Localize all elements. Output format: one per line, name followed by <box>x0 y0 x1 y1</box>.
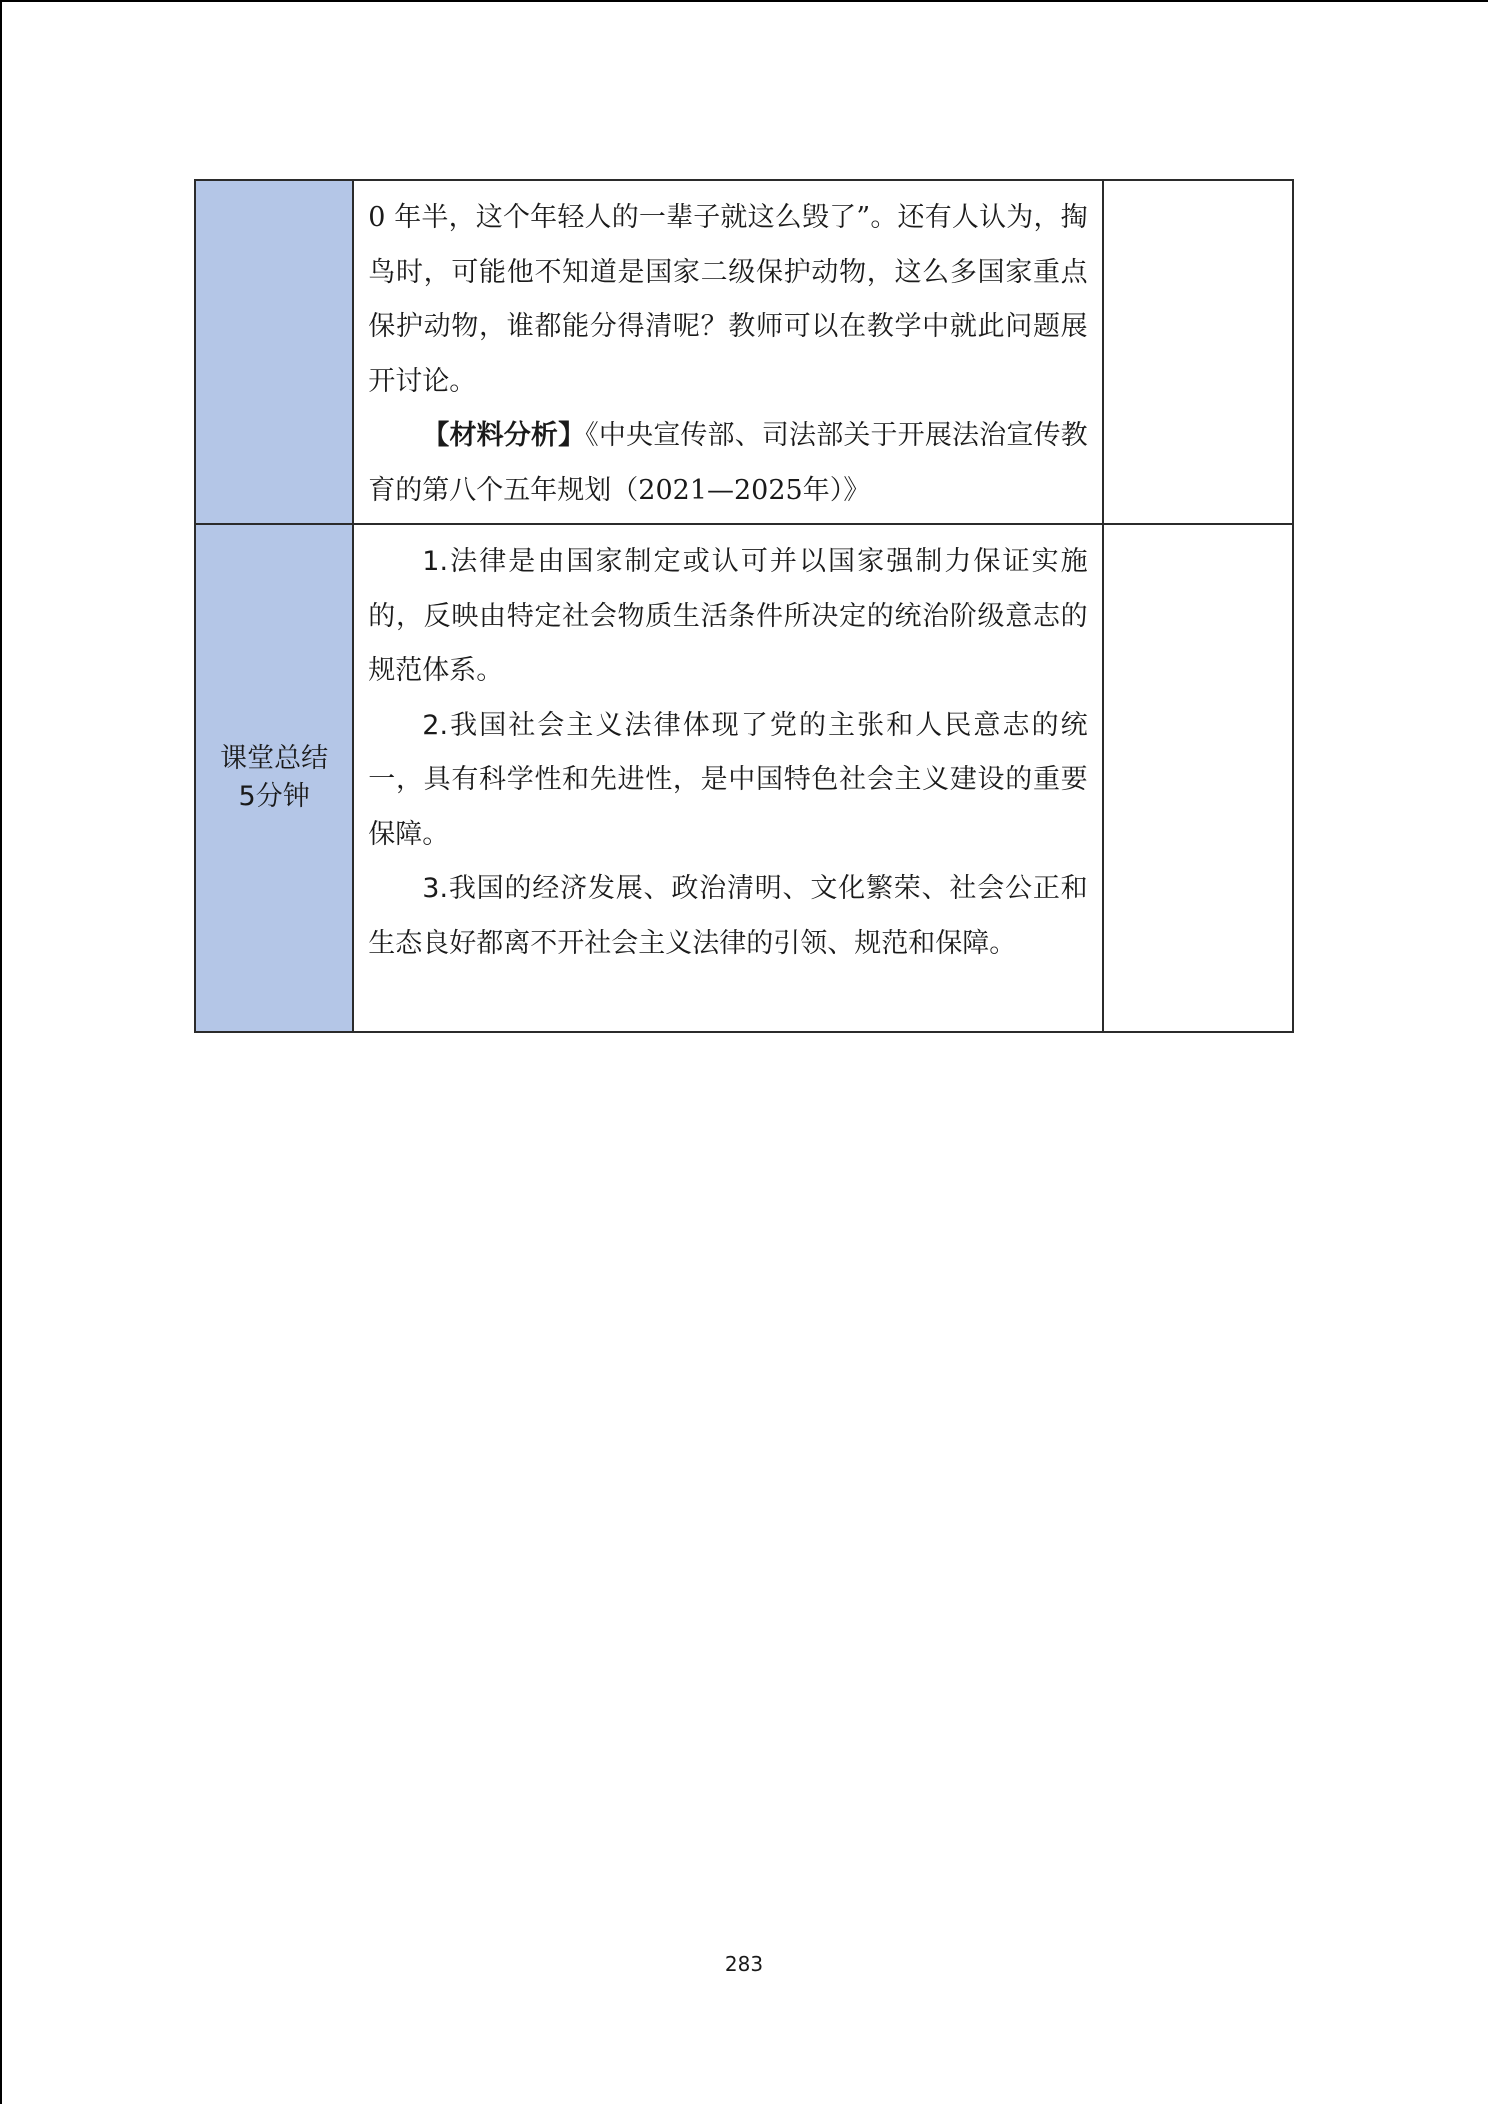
note-cell <box>1103 180 1293 524</box>
material-analysis-label: 【材料分析】 <box>422 420 586 451</box>
content-cell <box>353 180 1102 524</box>
summary-point <box>368 699 1087 863</box>
summary-point <box>368 862 1087 971</box>
point-number: 3. <box>422 873 449 904</box>
stage-cell <box>195 180 353 524</box>
table-row <box>195 524 1293 1032</box>
material-analysis-text: 《中央宣传部、司法部关于开展法治宣传教育的第八个五年规划（2021—2025年）》 <box>368 420 1088 506</box>
stage-duration: 5分钟 <box>238 781 310 812</box>
content-cell <box>353 524 1102 1032</box>
content-paragraph: 0 年半，这个年轻人的一辈子就这么毁了”。还有人认为，掏鸟时，可能他不知道是国家二级保护动物，这么多国家重点保护动物，谁都能分得清呢？教师可以在教学中就此问题展开讨论。 <box>368 202 1088 397</box>
note-cell <box>1103 524 1293 1032</box>
content-paragraph <box>368 409 1087 518</box>
point-number: 1. <box>422 546 449 577</box>
point-text: 我国的经济发展、政治清明、文化繁荣、社会公正和生态良好都离不开社会主义法律的引领、规范和保障。 <box>368 873 1088 959</box>
point-number: 2. <box>422 709 449 741</box>
stage-cell <box>195 524 353 1032</box>
page-number: 283 <box>724 1952 764 1976</box>
summary-point <box>368 535 1087 699</box>
point-text: 我国社会主义法律体现了党的主张和人民意志的统一，具有科学性和先进性，是中国特色社会主义建设的重要保障。 <box>368 709 1088 850</box>
point-text: 法律是由国家制定或认可并以国家强制力保证实施的，反映由特定社会物质生活条件所决定的统治阶级意志的规范体系。 <box>368 546 1088 686</box>
lesson-plan-table <box>194 179 1294 1033</box>
table-row <box>195 180 1293 524</box>
stage-title: 课堂总结 <box>220 743 329 774</box>
